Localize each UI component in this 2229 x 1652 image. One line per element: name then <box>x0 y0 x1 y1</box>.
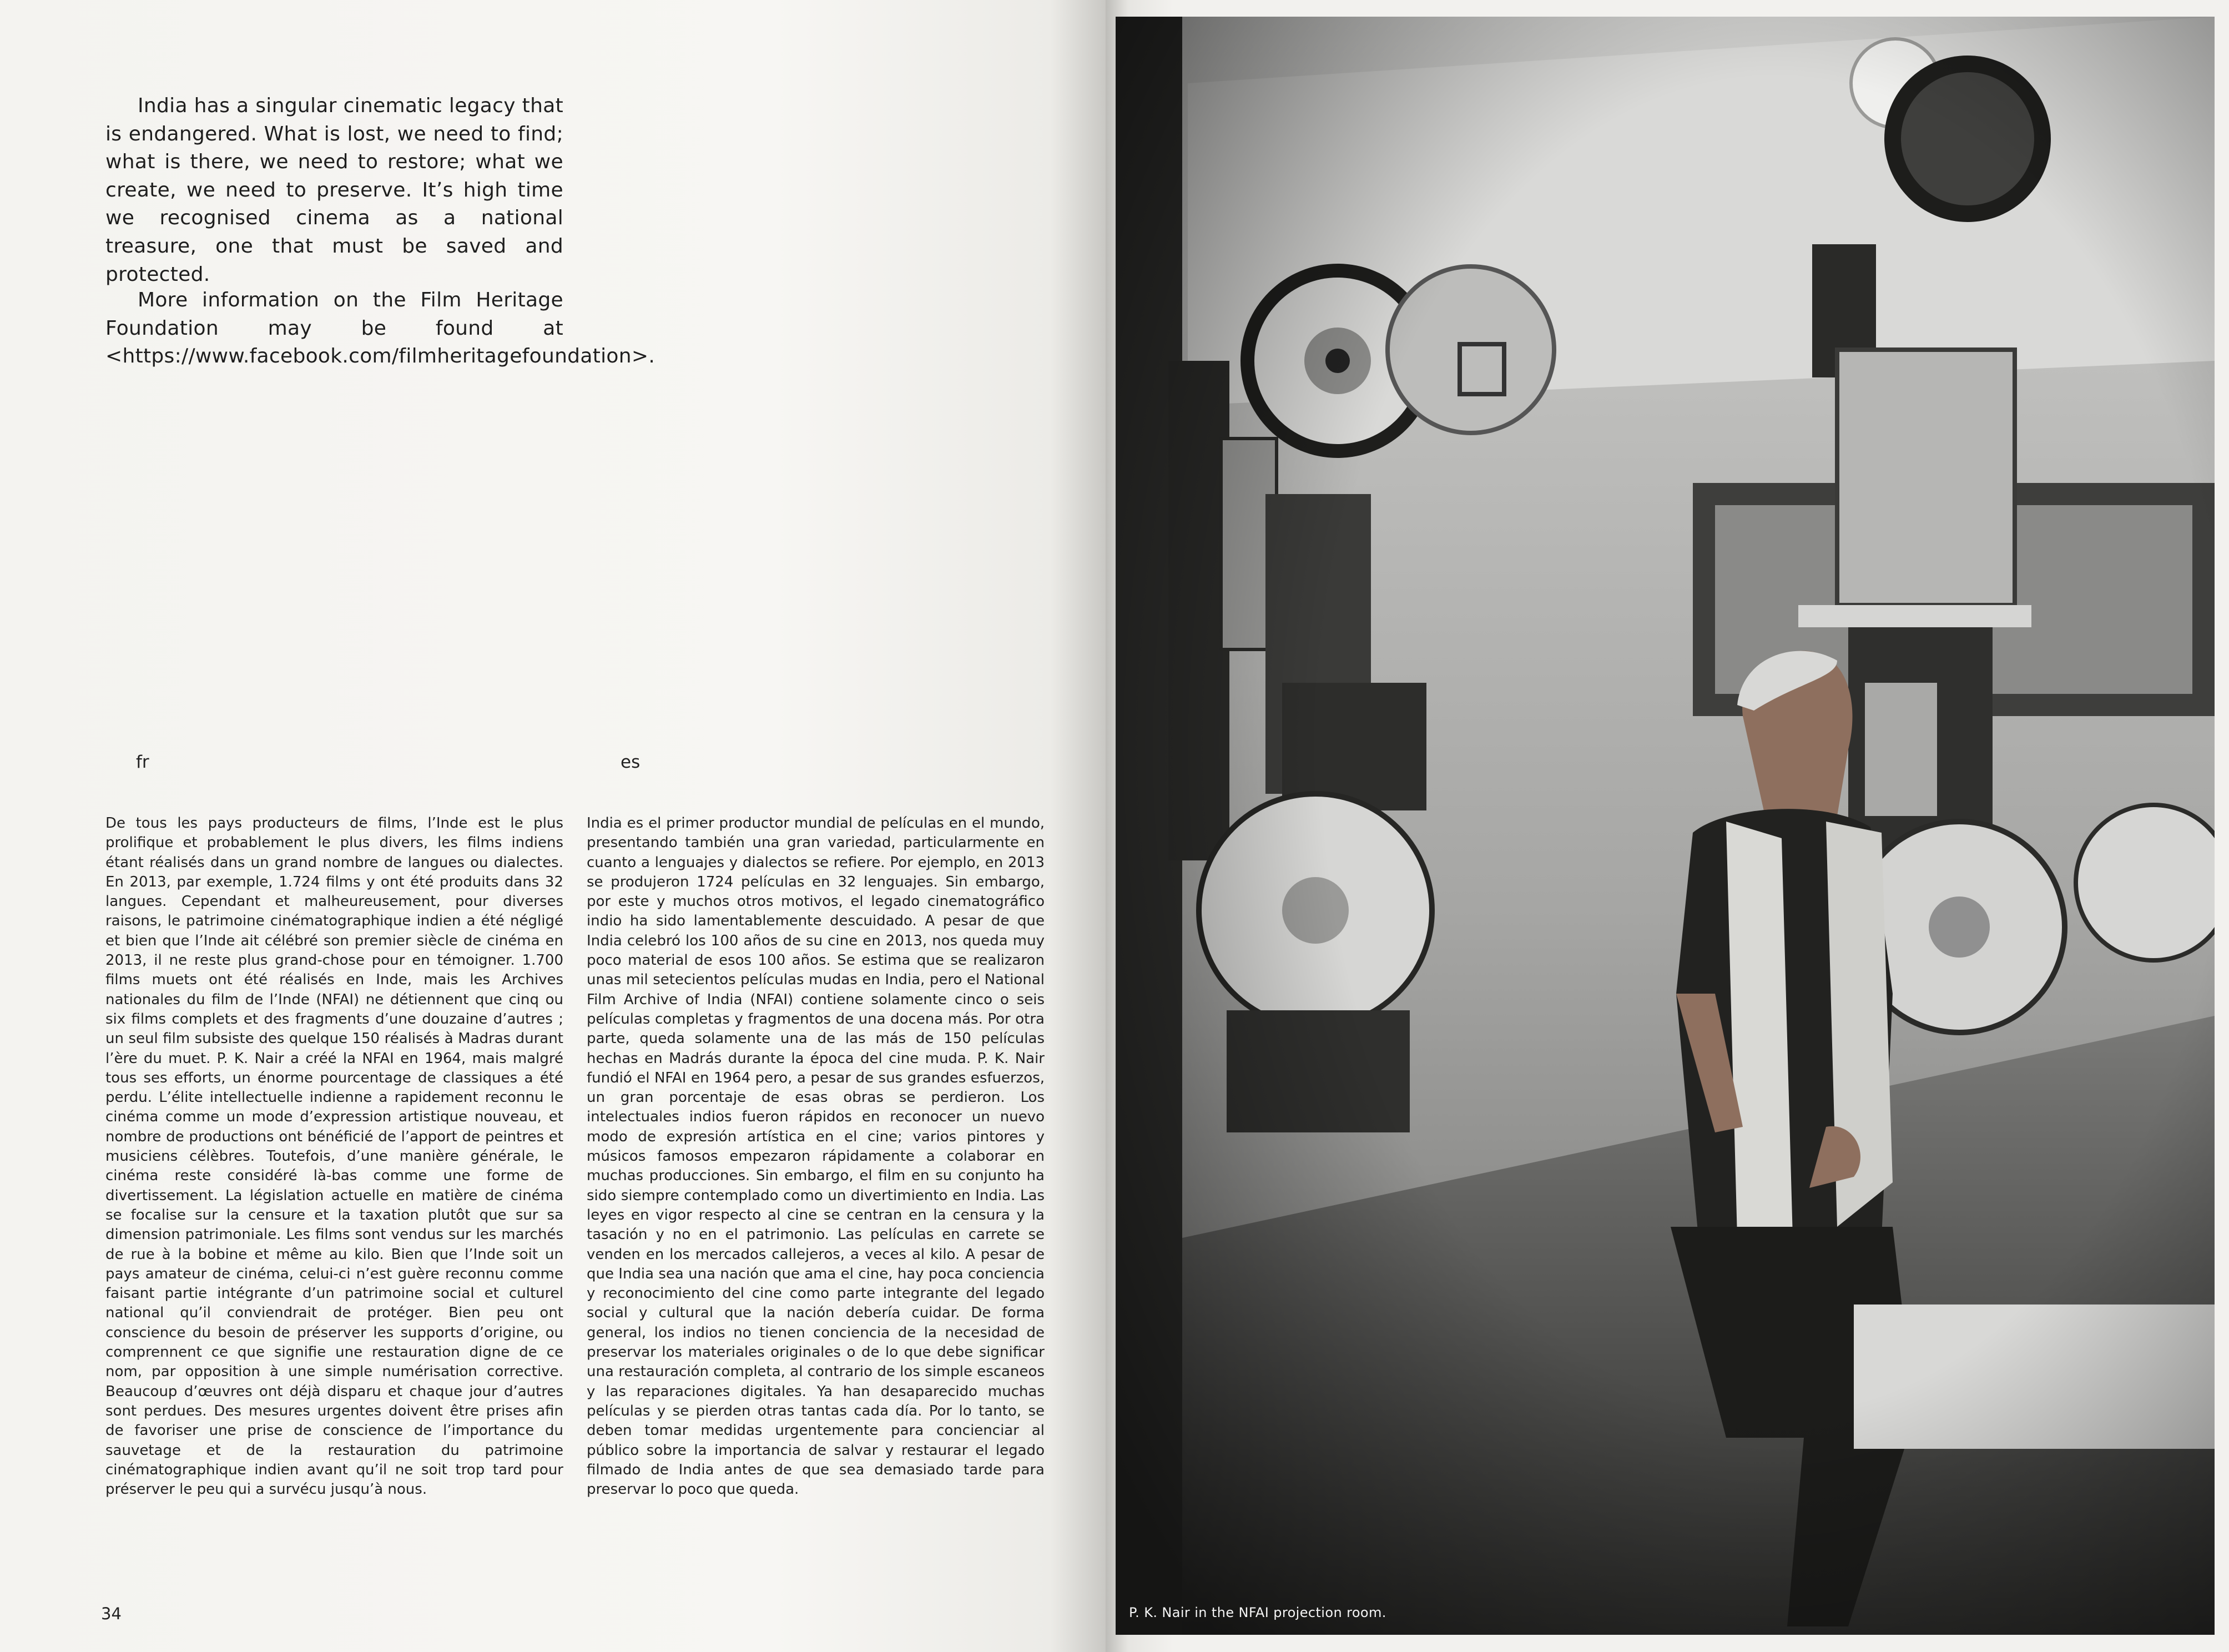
french-language-code: fr <box>136 752 149 772</box>
english-paragraph-2: More information on the Film Heritage Foundation may be found at <https://www.facebook.com/filmheritagefoundation>. <box>105 289 655 368</box>
english-paragraph-1: India has a singular cinematic legacy that is endangered. What is lost, we need to find; what is there, we need to restore; what we create, we need to preserve. It’s high time we recognised cinema as a national treasure, one that must be saved and protected. <box>105 94 563 286</box>
french-text-column: De tous les pays producteurs de films, l’Inde est le plus prolifique et probablement le plus divers, les films indiens étant réalisés dans un grand nombre de langues ou dialectes. En 2013, par exemple, 1.724 films y ont été produits dans 32 langues. Cependant et malheureusement, pour diverses raisons, le patrimoine cinématographique indien a été négligé et bien que l’Inde ait célébré son premier siècle de cinéma en 2013, il ne reste plus grand-chose pour en témoigner. 1.700 films muets ont été réalisés en Inde, mais les Archives nationales du film de l’Inde (NFAI) ne détiennent que cinq ou six films complets et des fragments d’une douzaine d’autres ; un seul film subsiste des quelque 150 réalisés à Madras durant l’ère du muet. P. K. Nair a créé la NFAI en 1964, mais malgré tous ses efforts, un énorme pourcentage de classiques a été perdu. L’élite intellectuelle indienne a rapidement reconnu le cinéma comme un mode d’expression artistique nouveau, et nombre de productions ont bénéficié de l’apport de peintres et musiciens célèbres. Toutefois, d’une manière générale, le cinéma reste considéré là-bas comme une forme de divertissement. La législation actuelle en matière de cinéma se focalise sur la censure et la taxation plutôt que sur sa dimension patrimoniale. Les films sont vendus sur les marchés de rue à la bobine et même au kilo. Bien que l’Inde soit un pays amateur de cinéma, celui-ci n’est guère reconnu comme faisant partie intégrante d’un patrimoine social et culturel national qu’il conviendrait de protéger. Bien peu ont conscience du besoin de préserver les supports d’origine, ou comprennent ce que signifie une restauration digne de ce nom, par opposition à une simple numérisation corrective. Beaucoup d’œuvres ont déjà disparu et chaque jour d’autres sont perdues. Des mesures urgentes doivent être prises afin de favoriser une prise de conscience de l’importance du sauvetage et de la restauration du patrimoine cinématographique indien avant qu’il ne soit trop tard pour préserver le peu qui a survécu jusqu’à nous. <box>105 815 563 1498</box>
spanish-language-code: es <box>621 752 641 772</box>
photo-illustration <box>1116 17 2215 1635</box>
page-number: 34 <box>101 1604 122 1623</box>
spanish-text-column: India es el primer productor mundial de películas en el mundo, presentando también una gran variedad, particularmente en cuanto a lenguajes y dialectos se refiere. Por ejemplo, en 2013 se produjeron 1724 películas en 32 lenguajes. Sin embargo, por este y muchos otros motivos, el legado cinematográfico indio ha sido lamentablemente descuidado. A pesar de que India celebró los 100 años de su cine en 2013, nos queda muy poco material de esos 100 años. Se estima que se realizaron unas mil setecientos películas mudas en India, pero el National Film Archive of India (NFAI) contiene solamente cinco o seis películas completas y fragmentos de una docena más. Por otra parte, queda solamente una de las más de 150 películas hechas en Madrás durante la época del cine muda. P. K. Nair fundió el NFAI en 1964 pero, a pesar de sus grandes esfuerzos, un gran porcentaje de esas obras se perdieron. Los intelectuales indios fueron rápidos en reconocer un nuevo modo de expresión artística en el cine; varios pintores y músicos famosos empezaron rápidamente a colaborar en muchas producciones. Sin embargo, el film en su conjunto ha sido siempre contemplado como un divertimiento en India. Las leyes en vigor respecto al cine se centran en la censura y la tasación y no en el patrimonio. Las películas en carrete se venden en los mercados callejeros, a veces al kilo. A pesar de que India sea una nación que ama el cine, hay poca conciencia y reconocimiento del cine como parte integrante del legado social y cultural que la nación debería cuidar. De forma general, los indios no tienen conciencia de la necesidad de preservar los materiales originales o de lo que debe significar una restauración completa, al contrario de los simple escaneos y las reparaciones digitales. Ya han desaparecido muchas películas y se pierden otras tantas cada día. Por lo tanto, se deben tomar medidas urgentemente para concienciar al público sobre la importancia de salvar y restaurar el legado filmado de India antes de que sea demasiado tarde para preservar lo poco que queda. <box>587 815 1045 1498</box>
photo-pk-nair-projection-room <box>1116 17 2215 1635</box>
photo-caption: P. K. Nair in the NFAI projection room. <box>1129 1605 1386 1620</box>
